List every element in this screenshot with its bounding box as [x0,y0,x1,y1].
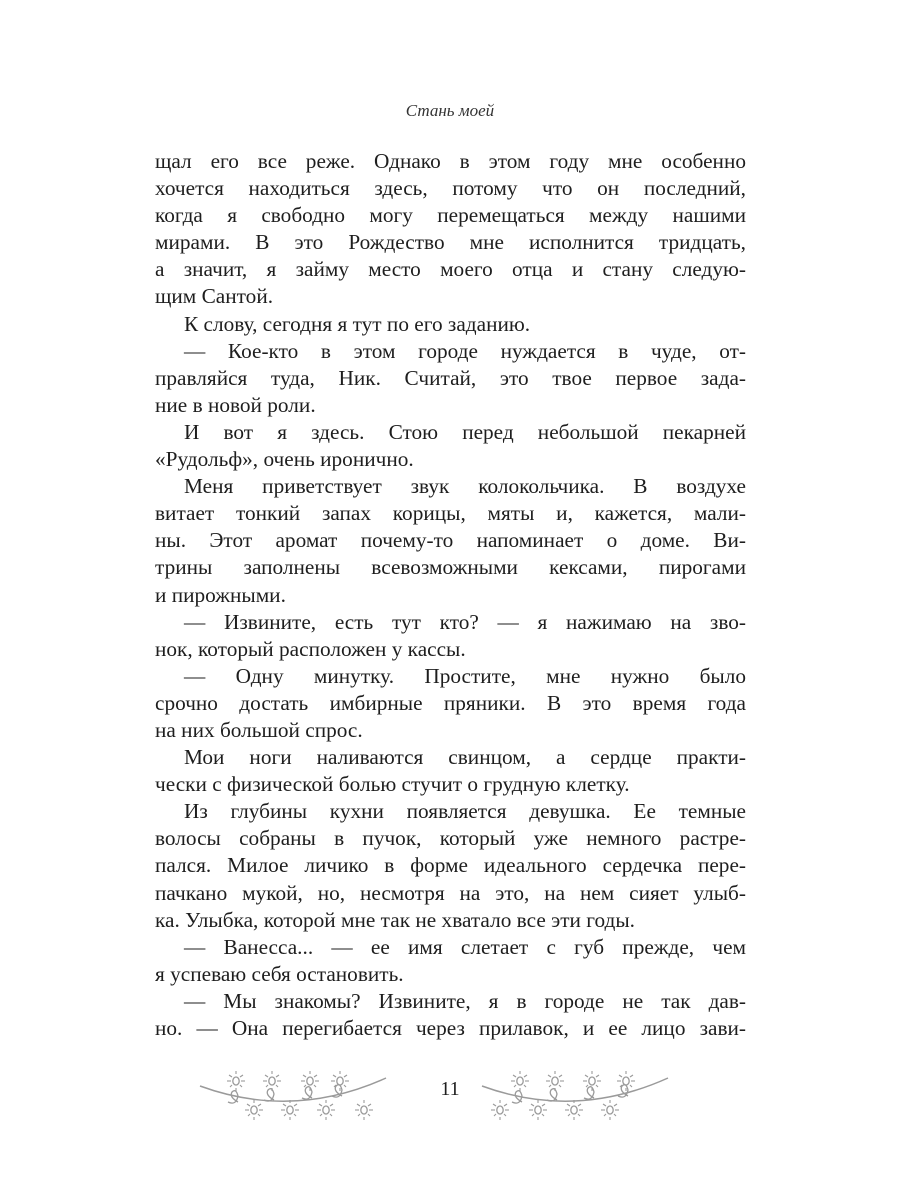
text-line: И вот я здесь. Стою перед небольшой пекарней [184,419,746,444]
paragraph [155,744,746,798]
paragraph [155,988,746,1042]
text-line: правляйся туда, Ник. Считай, это твое первое зада- [155,365,746,390]
text-line: «Рудольф», очень иронично. [155,447,414,472]
text-line: — Ванесса... — ее имя слетает с губ прежде, чем [184,934,746,959]
text-line: чески с физической болью стучит о грудную клетку. [155,772,630,797]
text-line: витает тонкий запах корицы, мяты и, кажется, мали- [155,501,746,526]
text-line: Мои ноги наливаются свинцом, а сердце практи- [184,745,746,770]
text-line: волосы собраны в пучок, который уже немного растре- [155,826,746,851]
text-line: — Мы знакомы? Извините, я в городе не так дав- [184,988,746,1013]
text-line: пался. Милое личико в форме идеального сердечка пере- [155,853,746,878]
paragraph [155,419,746,473]
text-line: — Одну минутку. Простите, мне нужно было [184,663,746,688]
page-number: 11 [440,1078,460,1100]
text-line: ны. Этот аромат почему-то напоминает о доме. Ви- [155,528,746,553]
paragraph [155,798,746,933]
text-line: мирами. В это Рождество мне исполнится тридцать, [155,230,746,255]
text-line: Меня приветствует звук колокольчика. В воздухе [184,474,746,499]
running-title: Стань моей [405,101,495,120]
paragraph [155,609,746,663]
text-line: ние в новой роли. [155,392,316,417]
garland-lights-icon [480,1068,670,1124]
text-line: щим Сантой. [155,284,274,309]
text-line: трины заполнены всевозможными кексами, пирогами [155,555,746,580]
text-line: ка. Улыбка, которой мне так не хватало все эти годы. [155,907,635,932]
text-line: — Кое-кто в этом городе нуждается в чуде, от- [184,338,746,363]
text-line: щал его все реже. Однако в этом году мне особенно [155,149,746,173]
text-line: — Извините, есть тут кто? — я нажимаю на зво- [184,609,746,634]
paragraph [155,934,746,988]
text-line: я успеваю себя остановить. [155,961,404,986]
text-line: но. — Она перегибается через прилавок, и ее лицо зави- [155,1016,746,1040]
text-line: когда я свободно могу перемещаться между нашими [155,203,746,228]
text-line: нок, который расположен у кассы. [155,636,466,661]
text-line: Из глубины кухни появляется девушка. Ее темные [184,799,746,824]
text-line: хочется находиться здесь, потому что он последний, [155,176,746,201]
text-line: и пирожными. [155,582,286,607]
text-line: а значит, я займу место моего отца и стану следую- [155,257,746,282]
page-body-text [155,148,746,1042]
text-line: К слову, сегодня я тут по его заданию. [184,311,531,336]
paragraph [155,148,746,311]
text-line: пачкано мукой, но, несмотря на это, на нем сияет улыб- [155,880,746,905]
paragraph [155,338,746,419]
paragraph [155,663,746,744]
paragraph [155,473,746,608]
text-line: срочно достать имбирные пряники. В это время года [155,690,746,715]
paragraph [155,311,746,338]
text-line: на них большой спрос. [155,717,363,742]
